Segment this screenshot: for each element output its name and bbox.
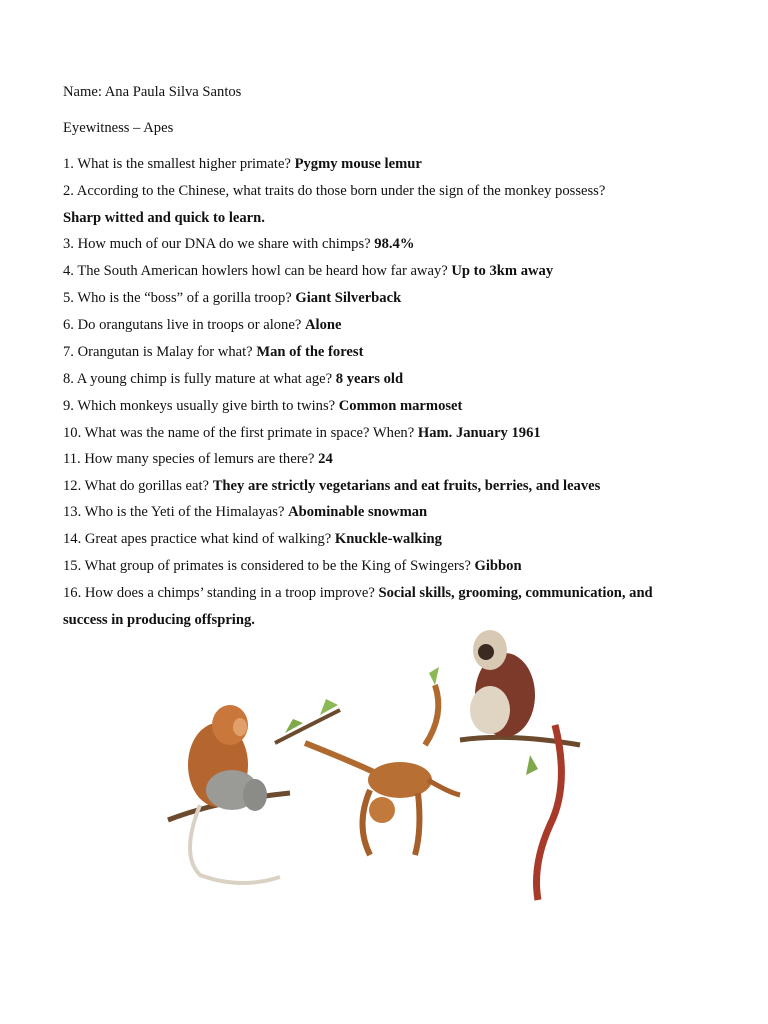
question-8 [63,370,713,388]
question-6 [63,316,713,334]
question-text: 11. How many species of lemurs are there? [63,451,319,467]
question-2 [63,182,713,200]
question-text: 10. What was the name of the first primate in space? When? [63,425,418,441]
answer-text: 98.4% [374,236,415,252]
question-9 [63,397,713,415]
answer-text: Common marmoset [338,398,463,414]
question-13 [63,503,713,521]
question-4 [63,262,713,280]
answer-text: 8 years old [335,371,404,387]
answer-text: 24 [318,451,333,467]
middle-monkey-image [275,667,460,855]
question-text: 9. Which monkeys usually give birth to twins? [63,398,339,414]
question-1 [63,155,713,173]
answer-text: Social skills, grooming, communication, and [378,585,653,601]
answer-text: Ham. January 1961 [417,425,541,441]
monkeys-illustration [160,615,600,915]
question-text: 3. How much of our DNA do we share with chimps? [63,236,375,252]
question-text: 14. Great apes practice what kind of walking? [63,531,335,547]
question-11 [63,450,713,468]
answer-text: Up to 3km away [451,263,554,279]
question-12 [63,477,713,495]
question-3 [63,235,713,253]
question-text: 7. Orangutan is Malay for what? [63,344,257,360]
question-15 [63,557,713,575]
answer-2: Sharp witted and quick to learn. [63,210,265,226]
answer-text: Man of the forest [256,344,364,360]
answer-text: Gibbon [474,558,522,574]
right-monkey-image [460,630,580,900]
answer-text: Giant Silverback [295,290,402,306]
question-7 [63,343,713,361]
worksheet-title: Eyewitness – Apes [63,120,174,136]
question-text: 8. A young chimp is fully mature at what age? [63,371,336,387]
question-text: 12. What do gorillas eat? [63,478,213,494]
question-16 [63,584,713,602]
answer-text: They are strictly vegetarians and eat fruits, berries, and leaves [212,478,601,494]
question-text: 15. What group of primates is considered to be the King of Swingers? [63,558,475,574]
question-10 [63,424,713,442]
answer-text: Pygmy mouse lemur [294,156,422,172]
question-text: 1. What is the smallest higher primate? [63,156,295,172]
answer-16-continued: success in producing offspring. [63,612,255,628]
question-5 [63,289,713,307]
question-text: 4. The South American howlers howl can be heard how far away? [63,263,452,279]
question-text: 5. Who is the “boss” of a gorilla troop? [63,290,296,306]
question-14 [63,530,713,548]
question-text: 16. How does a chimps’ standing in a troop improve? [63,585,379,601]
answer-text: Abominable snowman [288,504,428,520]
question-text: 13. Who is the Yeti of the Himalayas? [63,504,289,520]
answer-text: Alone [304,317,342,333]
answer-text: Knuckle-walking [334,531,442,547]
question-text: 2. According to the Chinese, what traits do those born under the sign of the monkey possess? [63,183,606,199]
question-text: 6. Do orangutans live in troops or alone? [63,317,305,333]
student-name: Name: Ana Paula Silva Santos [63,84,242,100]
left-monkey-image [168,705,290,883]
